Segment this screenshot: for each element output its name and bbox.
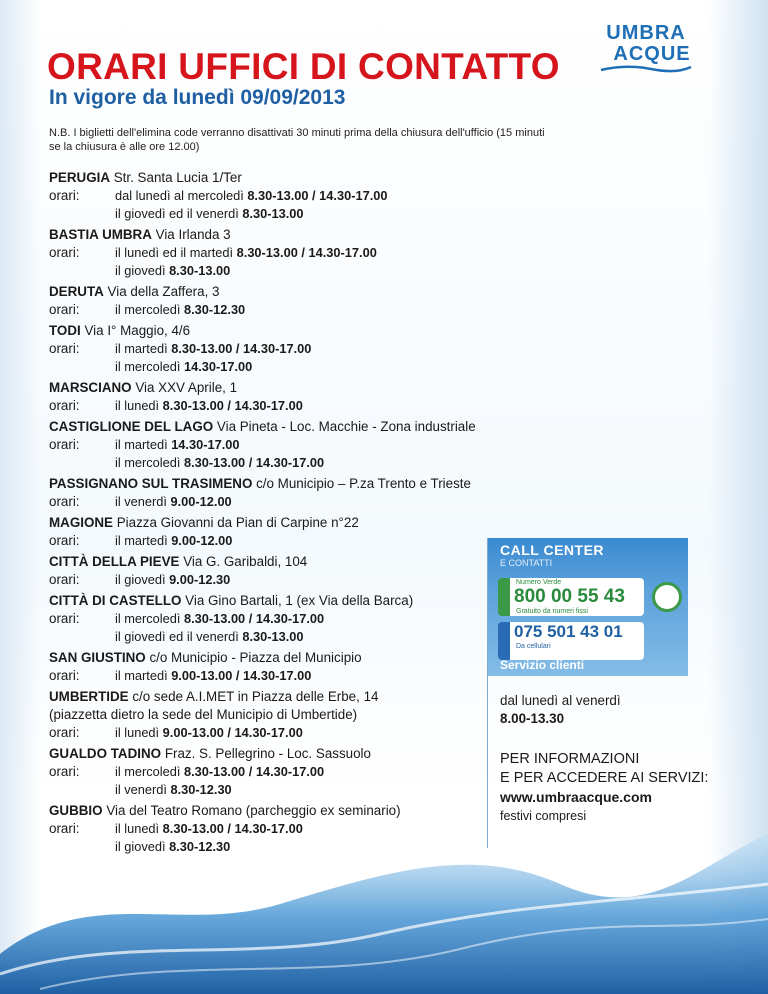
hours-time: 8.30-12.30 bbox=[183, 302, 246, 317]
ticket-note: N.B. I biglietti dell'elimina code verranno disattivati 30 minuti prima della chiusura dell'ufficio (15 minuti se la chiusura è alle ore 12.00) bbox=[49, 127, 545, 153]
hours-time: 9.00-13.00 / 14.30-17.00 bbox=[171, 668, 312, 683]
office-hours-row bbox=[49, 610, 539, 628]
office-entry bbox=[49, 169, 539, 223]
office-name: SAN GIUSTINO bbox=[49, 650, 146, 665]
call-center-subtitle: E CONTATTI bbox=[500, 558, 553, 568]
office-entry bbox=[49, 475, 539, 511]
office-name: PERUGIA bbox=[49, 170, 111, 185]
page-subtitle: In vigore da lunedì 09/09/2013 bbox=[49, 86, 346, 109]
office-address: Via della Zaffera, 3 bbox=[107, 284, 220, 299]
office-hours-row bbox=[49, 724, 539, 742]
office-name: CITTÀ DELLA PIEVE bbox=[49, 554, 180, 569]
website-link[interactable]: www.umbraacque.com bbox=[500, 789, 652, 805]
hours-time: 8.30-13.00 bbox=[242, 629, 304, 644]
hours-time: 14.30-17.00 bbox=[171, 437, 240, 452]
office-hours-row bbox=[49, 781, 539, 799]
green-number-label: Numero Verde bbox=[516, 579, 562, 586]
office-entry bbox=[49, 553, 539, 589]
office-header bbox=[49, 169, 539, 187]
festivi-note: festivi compresi bbox=[500, 809, 587, 823]
hours-days: dal lunedì al mercoledì bbox=[115, 188, 248, 203]
hours-time: 8.30-12.30 bbox=[169, 839, 231, 854]
hours-time: 9.00-12.00 bbox=[170, 494, 232, 509]
hours-time: 8.30-13.00 bbox=[169, 263, 231, 278]
mobile-number-box bbox=[498, 622, 644, 660]
hours-label: orari: bbox=[49, 398, 80, 413]
office-header bbox=[49, 379, 539, 397]
office-header bbox=[49, 592, 539, 610]
office-hours-row bbox=[49, 340, 539, 358]
office-hours-row bbox=[49, 262, 539, 280]
hours-days: il mercoledì bbox=[115, 764, 184, 779]
office-address: c/o sede A.I.MET in Piazza delle Erbe, 14 bbox=[132, 689, 379, 704]
call-center-footer: Servizio clienti bbox=[500, 658, 585, 672]
hours-days: il giovedì ed il venerdì bbox=[115, 206, 243, 221]
office-entry bbox=[49, 745, 539, 799]
office-hours-row bbox=[49, 358, 539, 376]
office-hours-row bbox=[49, 454, 539, 472]
office-entry bbox=[49, 226, 539, 280]
office-header bbox=[49, 553, 539, 571]
office-hours-row bbox=[49, 532, 539, 550]
office-name: MARSCIANO bbox=[49, 380, 132, 395]
hours-time: 8.30-13.00 / 14.30-17.00 bbox=[171, 341, 312, 356]
office-address: c/o Municipio - Piazza del Municipio bbox=[149, 650, 362, 665]
logo-text-line1: UMBRA bbox=[606, 22, 686, 44]
office-header bbox=[49, 418, 539, 436]
office-entry bbox=[49, 418, 539, 472]
office-address: Via XXV Aprile, 1 bbox=[135, 380, 238, 395]
hours-days: il mercoledì bbox=[115, 302, 184, 317]
hours-label: orari: bbox=[49, 725, 80, 740]
office-hours-row bbox=[49, 628, 539, 646]
office-hours-row bbox=[49, 493, 539, 511]
office-header bbox=[49, 649, 539, 667]
info-line1: PER INFORMAZIONI bbox=[500, 751, 640, 767]
hours-label: orari: bbox=[49, 533, 80, 548]
headset-icon bbox=[652, 582, 682, 612]
umbra-acque-logo bbox=[586, 22, 706, 82]
call-center-days: dal lunedì al venerdì bbox=[500, 693, 621, 708]
call-center-banner bbox=[488, 538, 688, 676]
office-address: Piazza Giovanni da Pian di Carpine n°22 bbox=[116, 515, 359, 530]
office-hours-row bbox=[49, 244, 539, 262]
hours-days: il mercoledì bbox=[115, 359, 184, 374]
office-address: Via G. Garibaldi, 104 bbox=[183, 554, 308, 569]
hours-days: il lunedì bbox=[115, 725, 163, 740]
hours-time: 9.00-13.00 / 14.30-17.00 bbox=[162, 725, 303, 740]
office-hours-row bbox=[49, 397, 539, 415]
hours-label: orari: bbox=[49, 668, 80, 683]
offices-list bbox=[49, 169, 539, 856]
office-name: PASSIGNANO SUL TRASIMENO bbox=[49, 476, 253, 491]
office-entry bbox=[49, 379, 539, 415]
hours-time: 8.30-13.00 / 14.30-17.00 bbox=[183, 455, 325, 470]
logo-wave-icon bbox=[596, 64, 696, 74]
hours-days: il lunedì bbox=[115, 398, 163, 413]
hours-time: 8.30-13.00 / 14.30-17.00 bbox=[162, 821, 303, 836]
hours-days: il giovedì bbox=[115, 572, 170, 587]
office-address: Str. Santa Lucia 1/Ter bbox=[113, 170, 242, 185]
call-center-info bbox=[500, 692, 730, 826]
hours-time: 8.30-13.00 / 14.30-17.00 bbox=[236, 245, 377, 260]
hours-time: 14.30-17.00 bbox=[183, 359, 253, 374]
office-header bbox=[49, 688, 539, 706]
hours-days: il venerdì bbox=[115, 782, 171, 797]
office-header bbox=[49, 226, 539, 244]
hours-time: 9.00-12.30 bbox=[169, 572, 231, 587]
hours-label: orari: bbox=[49, 764, 80, 779]
office-name: BASTIA UMBRA bbox=[49, 227, 152, 242]
office-header bbox=[49, 322, 539, 340]
office-address: Via del Teatro Romano (parcheggio ex seminario) bbox=[106, 803, 401, 818]
office-entry bbox=[49, 322, 539, 376]
office-address-line2: (piazzetta dietro la sede del Municipio di Umbertide) bbox=[49, 707, 358, 722]
office-address: Via Pineta - Loc. Macchie - Zona industriale bbox=[216, 419, 476, 434]
office-hours-row bbox=[49, 763, 539, 781]
office-name: DERUTA bbox=[49, 284, 104, 299]
mobile-number[interactable]: 075 501 43 01 bbox=[514, 622, 623, 641]
office-header bbox=[49, 283, 539, 301]
hours-label: orari: bbox=[49, 341, 80, 356]
office-address: Fraz. S. Pellegrino - Loc. Sassuolo bbox=[164, 746, 371, 761]
office-address: Via I° Maggio, 4/6 bbox=[84, 323, 191, 338]
office-hours-row bbox=[49, 187, 539, 205]
hours-days: il venerdì bbox=[115, 494, 171, 509]
office-entry bbox=[49, 283, 539, 319]
office-address: Via Irlanda 3 bbox=[155, 227, 231, 242]
office-entry bbox=[49, 592, 539, 646]
hours-days: il martedì bbox=[115, 533, 172, 548]
hours-days: il martedì bbox=[115, 668, 172, 683]
hours-days: il mercoledì bbox=[115, 611, 184, 626]
call-center-title: CALL CENTER bbox=[500, 542, 605, 558]
office-address: Via Gino Bartali, 1 (ex Via della Barca) bbox=[185, 593, 414, 608]
hours-label: orari: bbox=[49, 302, 80, 317]
hours-label: orari: bbox=[49, 611, 80, 626]
green-number-box bbox=[498, 578, 644, 616]
hours-label: orari: bbox=[49, 572, 80, 587]
office-hours-row bbox=[49, 667, 539, 685]
page-title: ORARI UFFICI DI CONTATTO bbox=[47, 46, 560, 87]
office-header bbox=[49, 745, 539, 763]
call-center-time: 8.00-13.30 bbox=[500, 711, 565, 726]
office-name: CASTIGLIONE DEL LAGO bbox=[49, 419, 214, 434]
office-header bbox=[49, 802, 539, 820]
hours-time: 8.30-12.30 bbox=[170, 782, 232, 797]
hours-days: il giovedì bbox=[115, 839, 170, 854]
office-name: UMBERTIDE bbox=[49, 689, 129, 704]
hours-days: il giovedì ed il venerdì bbox=[115, 629, 243, 644]
hours-label: orari: bbox=[49, 821, 80, 836]
office-entry bbox=[49, 514, 539, 550]
office-address: c/o Municipio – P.za Trento e Trieste bbox=[256, 476, 471, 491]
hours-label: orari: bbox=[49, 437, 80, 452]
info-line2: E PER ACCEDERE AI SERVIZI: bbox=[500, 770, 709, 786]
office-hours-row bbox=[49, 301, 539, 319]
office-name: TODI bbox=[49, 323, 81, 338]
hours-days: il mercoledì bbox=[115, 455, 184, 470]
hours-days: il lunedì ed il martedì bbox=[115, 245, 237, 260]
mobile-number-note: Da cellulari bbox=[516, 643, 551, 650]
office-name: CITTÀ DI CASTELLO bbox=[49, 593, 182, 608]
office-entry bbox=[49, 649, 539, 685]
hours-time: 8.30-13.00 / 14.30-17.00 bbox=[162, 398, 303, 413]
office-name: GUBBIO bbox=[49, 803, 103, 818]
logo-text-line2: ACQUE bbox=[613, 43, 691, 65]
hours-label: orari: bbox=[49, 245, 80, 260]
hours-days: il martedì bbox=[115, 341, 172, 356]
water-splash-decoration bbox=[0, 824, 768, 994]
hours-time: 8.30-13.00 / 14.30-17.00 bbox=[183, 764, 325, 779]
green-number[interactable]: 800 00 55 43 bbox=[514, 586, 625, 607]
hours-days: il giovedì bbox=[115, 263, 170, 278]
hours-days: il martedì bbox=[115, 437, 172, 452]
office-name: GUALDO TADINO bbox=[49, 746, 162, 761]
hours-label: orari: bbox=[49, 494, 80, 509]
hours-time: 9.00-12.00 bbox=[171, 533, 233, 548]
office-name: MAGIONE bbox=[49, 515, 113, 530]
hours-days: il lunedì bbox=[115, 821, 163, 836]
office-header bbox=[49, 475, 539, 493]
office-header bbox=[49, 514, 539, 532]
info-block bbox=[500, 750, 730, 826]
office-hours-row bbox=[49, 571, 539, 589]
hours-time: 8.30-13.00 bbox=[242, 206, 304, 221]
hours-time: 8.30-13.00 / 14.30-17.00 bbox=[183, 611, 325, 626]
office-hours-row bbox=[49, 436, 539, 454]
office-entry bbox=[49, 688, 539, 742]
office-hours-row bbox=[49, 205, 539, 223]
green-number-note: Gratuito da numeri fissi bbox=[516, 608, 588, 615]
hours-label: orari: bbox=[49, 188, 80, 203]
hours-time: 8.30-13.00 / 14.30-17.00 bbox=[247, 188, 388, 203]
